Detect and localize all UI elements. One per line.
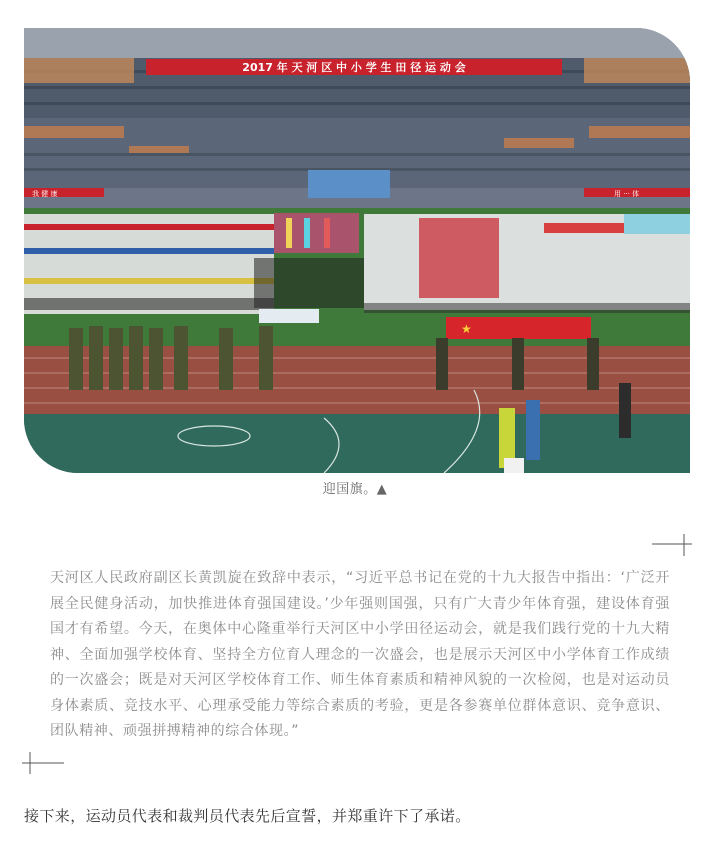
corner-mark-left [22, 750, 64, 776]
stadium-photo [24, 28, 690, 473]
body-paragraph: 接下来，运动员代表和裁判员代表先后宣誓，并郑重许下了承诺。 [24, 807, 471, 825]
crowd-rows [24, 213, 690, 314]
stage-screen [308, 170, 390, 198]
corner-mark-right [652, 532, 692, 558]
roof [24, 28, 690, 58]
white-banner [259, 309, 319, 323]
photo-caption: 迎国旗。▲ [322, 482, 388, 497]
stadium-scene [24, 28, 690, 473]
side-banner-left: 我 健 康 [32, 190, 58, 198]
speech-quote: 天河区人民政府副区长黄凯旋在致辞中表示，“习近平总书记在党的十九大报告中指出：‘广泛开展全民健身活动，加快推进体育强国建设。’少年强则国强，只有广大青少年体育强，建设体育强国才有希望。今天，在奥体中心隆重举行天河区中小学田径运动会，就是我们践行党的十九大精神、全面加强学校体育、坚持全方位育人理念的一次盛会，也是展示天河区中小学体育工作成绩的一次盛会；既是对天河区学校体育工作、师生体育素质和精神风貌的一次检阅，也是对运动员身体素质、竞技水平、心理承受能力等综合素质的考验，更是各参赛单位群体意识、竞争意识、团队精神、顽强拼搏精神的综合体现。” [50, 570, 670, 739]
svg-text:★: ★ [461, 322, 472, 336]
event-banner-text: 2017 年 天 河 区 中 小 学 生 田 径 运 动 会 [242, 61, 466, 74]
side-banner-right: 用 ··· 体 [614, 190, 640, 198]
infield-court [24, 414, 690, 473]
